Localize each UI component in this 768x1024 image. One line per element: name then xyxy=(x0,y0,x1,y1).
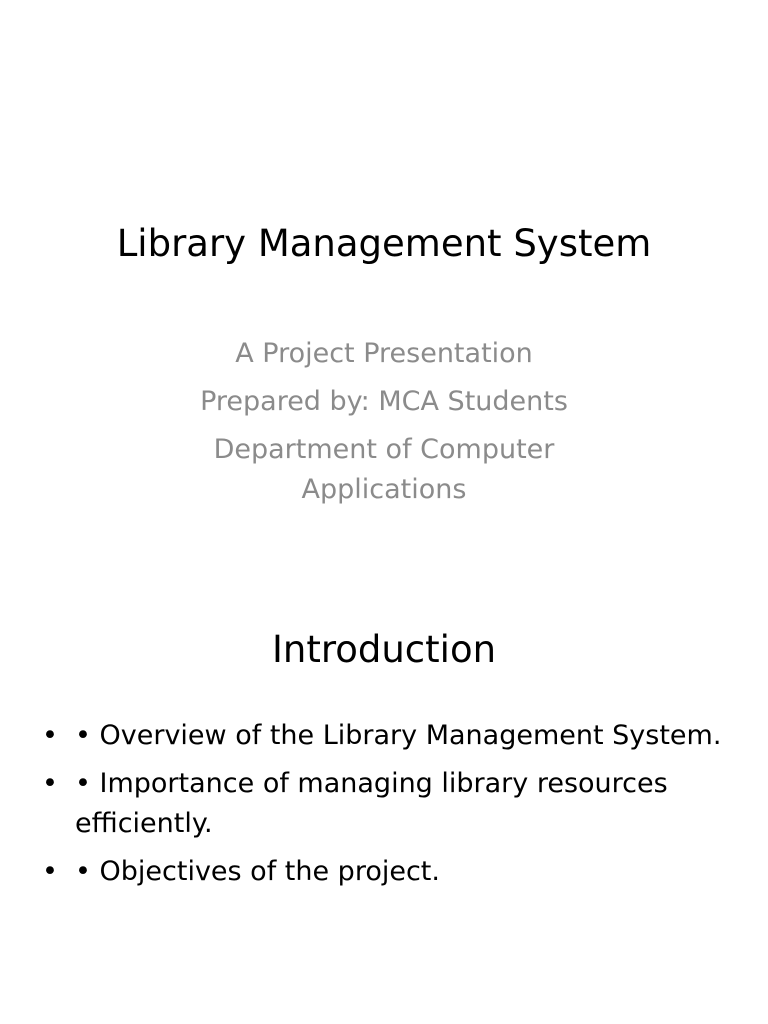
slide-title: Introduction xyxy=(271,628,497,671)
list-item-text: • Importance of managing library resources efficiently. xyxy=(75,768,668,839)
slide-title: Library Management System xyxy=(116,222,652,265)
bullet-icon: • xyxy=(42,856,58,887)
subtitle-line: Department of Computer Applications xyxy=(213,434,555,505)
bullet-icon: • xyxy=(42,768,58,799)
subtitle-block xyxy=(150,334,618,518)
subtitle-line: Prepared by: MCA Students xyxy=(200,386,568,417)
subtitle-line: A Project Presentation xyxy=(235,338,533,369)
list-item xyxy=(42,764,722,844)
introduction-slide xyxy=(0,576,768,1024)
list-item xyxy=(42,852,722,892)
list-item-text: • Objectives of the project. xyxy=(75,856,440,887)
list-item xyxy=(42,716,722,756)
bullet-icon: • xyxy=(42,720,58,751)
bullet-list xyxy=(42,716,722,900)
list-item-text: • Overview of the Library Management System. xyxy=(75,720,722,751)
